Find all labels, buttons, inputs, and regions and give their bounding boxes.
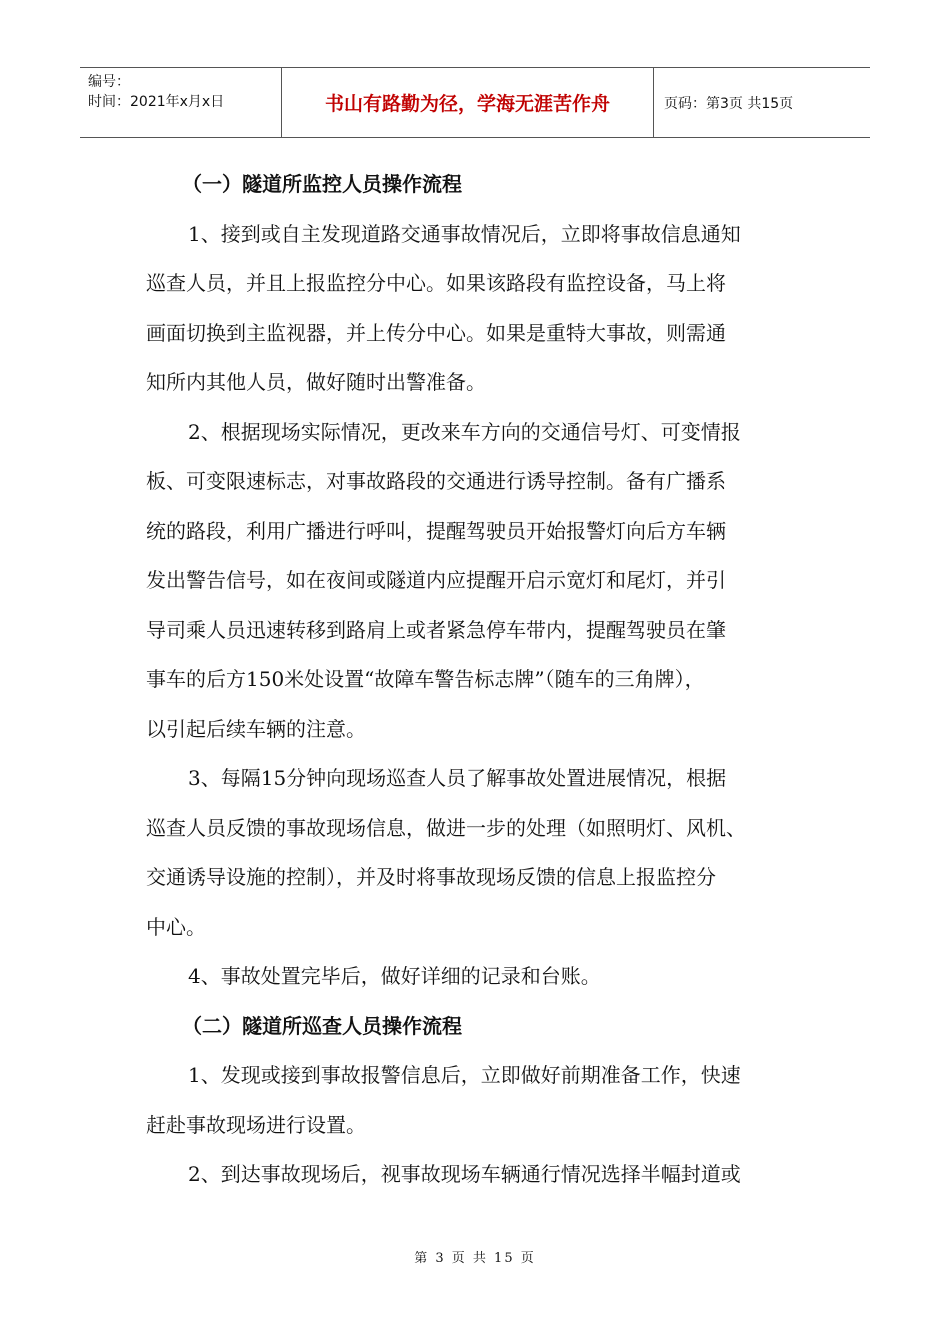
paragraph-line: 统的路段，利用广播进行呼叫，提醒驾驶员开始报警灯向后方车辆 bbox=[146, 518, 726, 543]
paragraph-line: 事车的后方150米处设置“故障车警告标志牌”（随车的三角牌）， bbox=[146, 667, 705, 691]
paragraph-line: 1、发现或接到事故报警信息后，立即做好前期准备工作，快速 bbox=[188, 1063, 741, 1087]
paragraph-line: 发出警告信号，如在夜间或隧道内应提醒开启示宽灯和尾灯，并引 bbox=[146, 568, 726, 592]
paragraph-line: 交通诱导设施的控制），并及时将事故现场反馈的信息上报监控分 bbox=[146, 865, 716, 889]
page-footer: 第 3 页 共 15 页 bbox=[414, 1251, 536, 1266]
paragraph-line: 巡查人员，并且上报监控分中心。如果该路段有监控设备，马上将 bbox=[146, 271, 726, 295]
section-heading-2: （二）隧道所巡查人员操作流程 bbox=[182, 1013, 462, 1038]
paragraph-line: 3、每隔15分钟向现场巡查人员了解事故处置进展情况，根据 bbox=[188, 766, 727, 790]
document-number-label: 编号： bbox=[88, 74, 130, 90]
section-heading-1: （一）隧道所监控人员操作流程 bbox=[182, 172, 462, 196]
document-body bbox=[146, 160, 816, 1200]
paragraph-line: 以引起后续车辆的注意。 bbox=[146, 716, 366, 741]
paragraph-line: 4、事故处置完毕后，做好详细的记录和台账。 bbox=[188, 964, 601, 988]
paragraph-line: 中心。 bbox=[146, 914, 206, 939]
document-date: 时间：2021年x月x日 bbox=[88, 94, 225, 110]
paragraph-line: 2、根据现场实际情况，更改来车方向的交通信号灯、可变情报 bbox=[188, 419, 741, 444]
header-left-cell bbox=[80, 68, 282, 137]
paragraph-line: 板、可变限速标志，对事故路段的交通进行诱导控制。备有广播系 bbox=[146, 469, 726, 493]
paragraph-line: 画面切换到主监视器，并上传分中心。如果是重特大事故，则需通 bbox=[146, 320, 726, 345]
header-motto: 书山有路勤为径，学海无涯苦作舟 bbox=[282, 68, 654, 137]
paragraph-line: 知所内其他人员，做好随时出警准备。 bbox=[146, 370, 486, 394]
paragraph-line: 赶赴事故现场进行设置。 bbox=[146, 1112, 366, 1137]
paragraph-line: 2、到达事故现场后，视事故现场车辆通行情况选择半幅封道或 bbox=[188, 1162, 741, 1186]
header-table bbox=[80, 67, 870, 138]
paragraph-line: 导司乘人员迅速转移到路肩上或者紧急停车带内，提醒驾驶员在肇 bbox=[146, 617, 726, 642]
paragraph-line: 1、接到或自主发现道路交通事故情况后，立即将事故信息通知 bbox=[188, 221, 741, 246]
paragraph-line: 巡查人员反馈的事故现场信息，做进一步的处理（如照明灯、风机、 bbox=[146, 815, 746, 840]
header-page-info: 页码：第3页 共15页 bbox=[664, 95, 794, 112]
